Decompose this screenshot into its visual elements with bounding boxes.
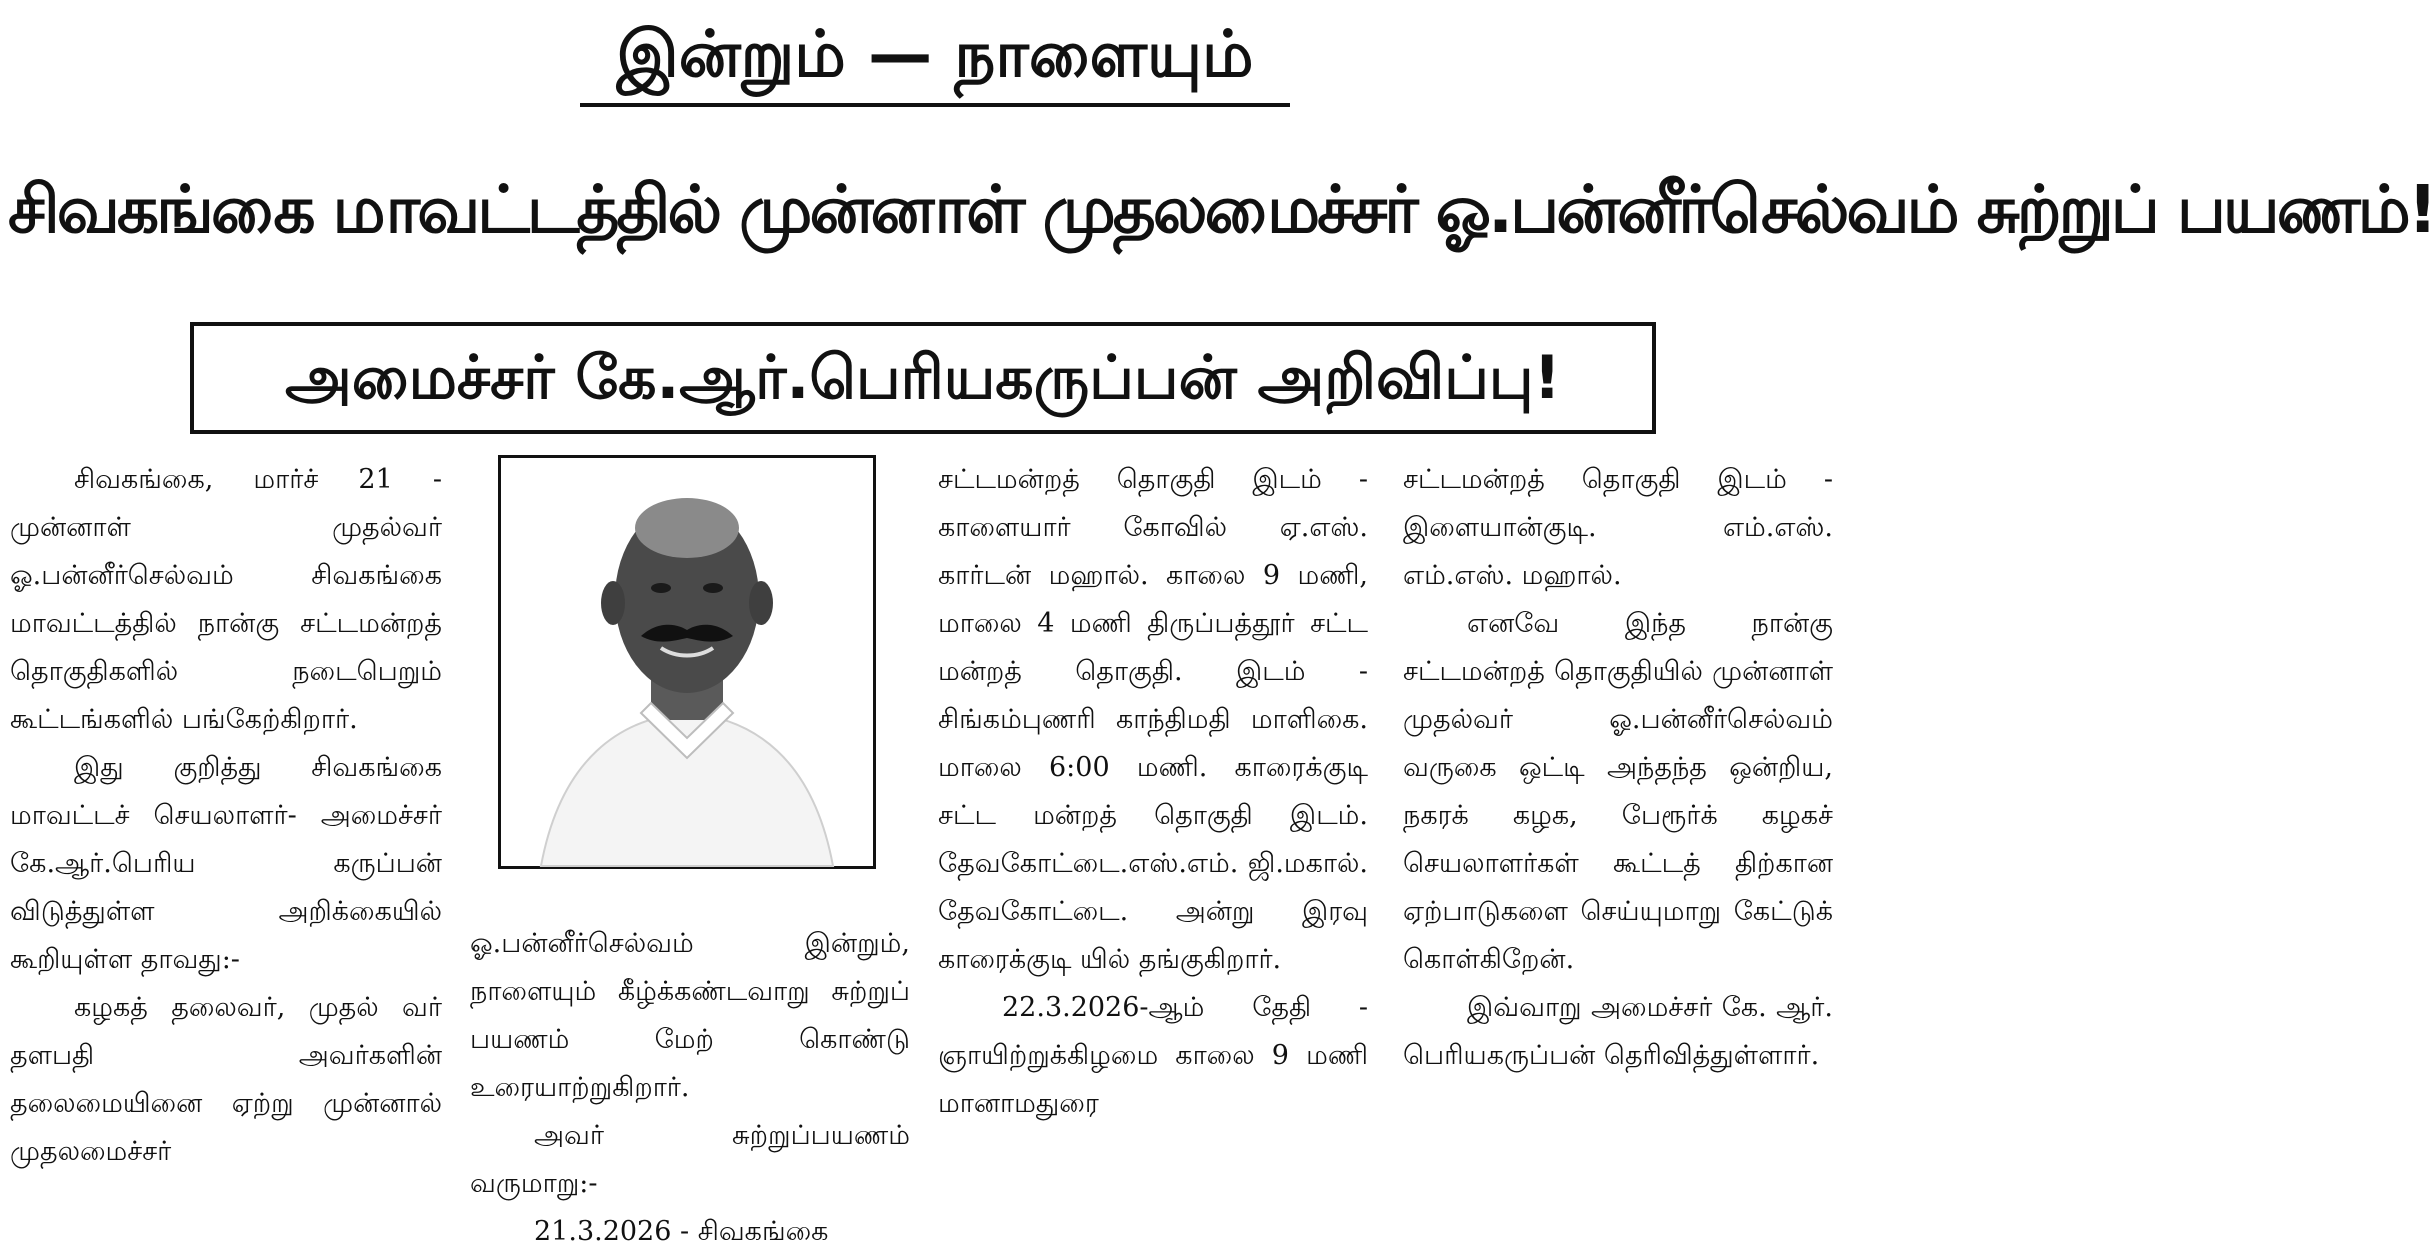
paragraph: இது குறித்து சிவகங்கை மாவட்டச் செயலாளர்- அமைச்சர் கே.ஆர்.பெரிய கருப்பன் விடுத்துள்ள அறிக்கையில் கூறியுள்ள தாவது:- — [10, 752, 442, 975]
headline: சிவகங்கை மாவட்டத்தில் முன்னாள் முதலமைச்சர் ஓ.பன்னீர்செல்வம் சுற்றுப் பயணம்! — [8, 171, 2435, 248]
paragraph: அவர் சுற்றுப்பயணம் வருமாறு:- — [470, 1120, 910, 1199]
article-column-2 — [470, 920, 910, 1247]
paragraph: கழகத் தலைவர், முதல் வர் தளபதி அவர்களின் தலைமையினை ஏற்று முன்னால் முதலமைச்சர் — [10, 992, 442, 1167]
paragraph: 22.3.2026-ஆம் தேதி - ஞாயிற்றுக்கிழமை காலை 9 மணி மானாமதுரை — [938, 992, 1368, 1119]
kicker-title: இன்றும் — நாளையும் — [580, 8, 1290, 107]
paragraph: இவ்வாறு அமைச்சர் கே. ஆர். பெரியகருப்பன் தெரிவித்துள்ளார். — [1403, 992, 1833, 1071]
paragraph: ஓ.பன்னீர்செல்வம் இன்றும், நாளையும் கீழ்க்கண்டவாறு சுற்றுப் பயணம் மேற் கொண்டு உரையாற்றுகிறார். — [470, 928, 910, 1103]
portrait-illustration — [501, 458, 873, 866]
article-column-1 — [10, 456, 442, 1241]
article-column-3 — [938, 456, 1368, 1241]
subheadline-box: அமைச்சர் கே.ஆர்.பெரியகருப்பன் அறிவிப்பு! — [190, 322, 1656, 434]
portrait-photo — [498, 455, 876, 869]
paragraph: 21.3.2026 - சிவகங்கை — [534, 1216, 829, 1247]
paragraph: சிவகங்கை, மார்ச் 21 - முன்னாள் முதல்வர் ஓ.பன்னீர்செல்வம் சிவகங்கை மாவட்டத்தில் நான்கு சட்டமன்றத் தொகுதிகளில் நடைபெறும் கூட்டங்களில் பங்கேற்கிறார். — [10, 464, 442, 735]
paragraph: சட்டமன்றத் தொகுதி இடம் - காளையார் கோவில் ஏ.எஸ். கார்டன் மஹால். காலை 9 மணி, மாலை 4 மணி திருப்பத்தூர் சட்ட மன்றத் தொகுதி. இடம் - சிங்கம்புணரி காந்திமதி மாளிகை. மாலை 6:00 மணி. காரைக்குடி சட்ட மன்றத் தொகுதி இடம். தேவகோட்டை.எஸ்.எம். ஜி.மகால். தேவகோட்டை. அன்று இரவு காரைக்குடி யில் தங்குகிறார். — [938, 464, 1368, 975]
article-column-4 — [1403, 456, 1833, 1241]
paragraph: எனவே இந்த நான்கு சட்டமன்றத் தொகுதியில் முன்னாள் முதல்வர் ஓ.பன்னீர்செல்வம் வருகை ஒட்டி அந்தந்த ஒன்றிய, நகரக் கழக, பேரூர்க் கழகச் செயலாளர்கள் கூட்டத் திற்கான ஏற்பாடுகளை செய்யுமாறு கேட்டுக் கொள்கிறேன். — [1403, 608, 1833, 975]
paragraph: சட்டமன்றத் தொகுதி இடம் - இளையான்குடி. எம்.எஸ். எம்.எஸ். மஹால். — [1403, 464, 1833, 591]
